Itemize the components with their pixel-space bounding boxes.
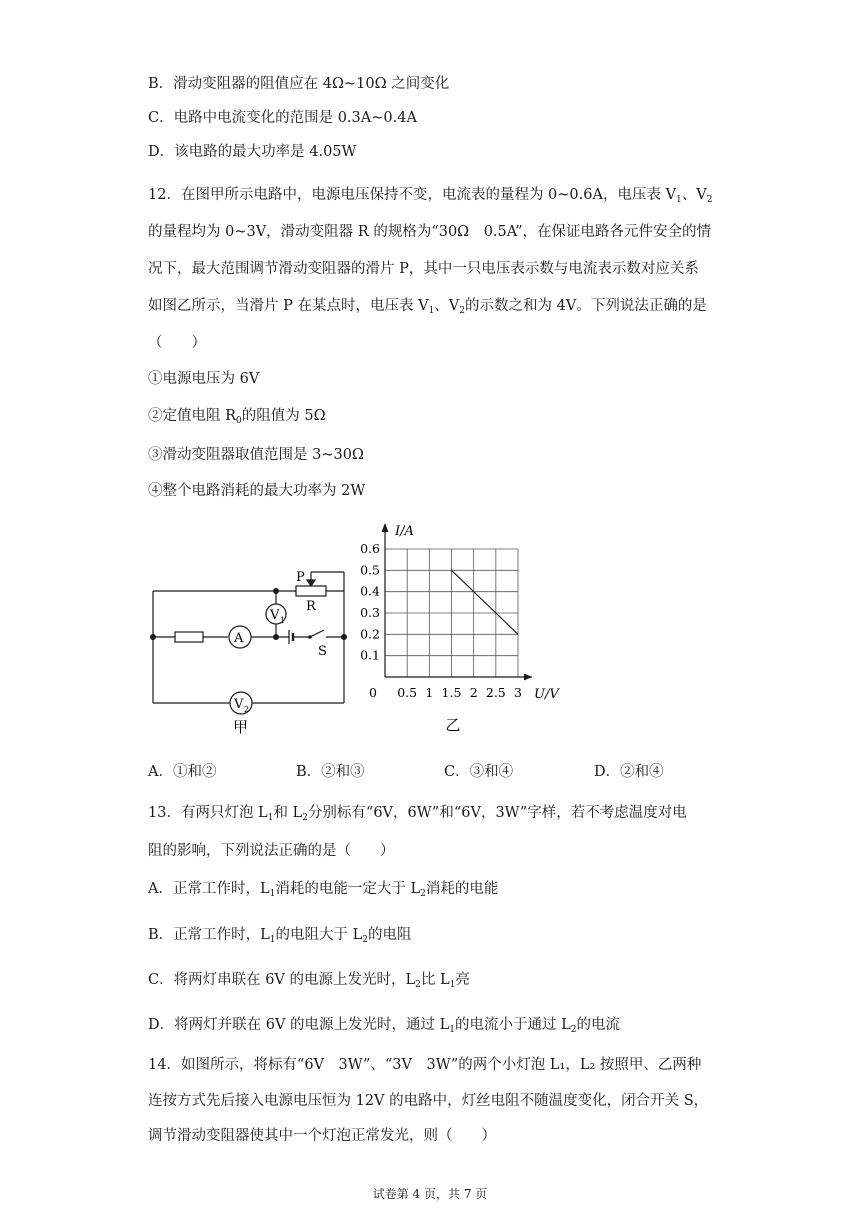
label-r: R [306, 599, 316, 614]
statement-1: ①电源电压为 6V [148, 371, 260, 387]
label-s: S [318, 644, 327, 659]
y-tick-label: 0.5 [360, 562, 380, 578]
q12-option-a[interactable]: A．①和② [148, 764, 217, 780]
q12-line-2: 的量程均为 0~3V，滑动变阻器 R 的规格为“30Ω 0.5A”，在保证电路各元件安全的情 [148, 224, 712, 240]
q12-option-b[interactable]: B．②和③ [296, 764, 365, 780]
label-v2: V [234, 697, 244, 712]
q13-line-2: 阻的影响，下列说法正确的是（ ） [148, 843, 395, 859]
option-d-q11: D．该电路的最大功率是 4.05W [148, 144, 357, 160]
y-tick-label: 0.3 [360, 605, 380, 620]
x-tick-label: 3 [514, 685, 522, 700]
page-footer: 试卷第 4 页，共 7 页 [372, 1187, 488, 1201]
option-b-q11: B．滑动变阻器的阻值应在 4Ω~10Ω 之间变化 [148, 76, 450, 92]
x-tick-label: 2 [469, 685, 478, 700]
x-tick-label: 1 [425, 685, 434, 700]
x-axis-label: U/V [534, 687, 559, 702]
q13-option-b[interactable]: B．正常工作时，$L_1$的电阻大于 $L_2$的电阻 [148, 927, 412, 945]
q12-line-4: 如图乙所示，当滑片 P 在某点时，电压表 $V_1$、$V_2$的示数之和为 4V。下列说法正确的是 [148, 298, 707, 316]
statement-3: ③滑动变阻器取值范围是 3~30Ω [148, 447, 364, 463]
y-axis-arrow-icon [382, 523, 389, 532]
junction-right [341, 634, 347, 640]
q13-line-1: 13．有两只灯泡 $L_1$和 $L_2$分别标有“6V，6W”和“6V，3W”字样，若不考虑温度对电 [148, 805, 687, 823]
statement-4: ④整个电路消耗的最大功率为 2W [148, 483, 366, 499]
q12-answer-paren: （ ） [148, 335, 206, 351]
data-line [452, 570, 519, 634]
label-v2-sub: 2 [244, 705, 250, 714]
x-tick-label: 2.5 [485, 685, 506, 700]
slider-arrow-icon [307, 580, 315, 586]
caption-jia: 甲 [233, 718, 249, 736]
x-tick-label: 1.5 [441, 685, 462, 700]
q14-line-3: 调节滑动变阻器使其中一个灯泡正常发光，则（ ） [148, 1128, 496, 1144]
y-tick-label: 0.1 [360, 647, 380, 663]
y-axis-label: I/A [395, 524, 414, 539]
caption-yi: 乙 [445, 716, 461, 734]
q12-line-1: 12．在图甲所示电路中，电源电压保持不变，电流表的量程为 0~0.6A，电压表 $V_1$、$V_2$ [148, 187, 713, 205]
label-v1: V [270, 608, 280, 623]
resistor-r0 [175, 632, 203, 642]
q12-line-3: 况下，最大范围调节滑动变阻器的滑片 P，其中一只电压表示数与电流表示数对应关系 [148, 261, 699, 277]
q13-option-a[interactable]: A．正常工作时，$L_1$消耗的电能一定大于 $L_2$消耗的电能 [148, 881, 499, 899]
q13-option-d[interactable]: D．将两灯并联在 6V 的电源上发光时，通过 $L_1$的电流小于通过 $L_2$的电流 [148, 1017, 620, 1035]
option-c-q11: C．电路中电流变化的范围是 0.3A~0.4A [148, 110, 417, 126]
label-p: P [296, 570, 305, 585]
label-v1-sub: 1 [280, 616, 286, 625]
switch-blade [310, 630, 324, 637]
junction-left [150, 634, 156, 640]
y-tick-label: 0.4 [360, 583, 380, 599]
resistor-r [296, 586, 326, 596]
q14-line-2: 连按方式先后接入电源电压恒为 12V 的电路中，灯丝电阻不随温度变化，闭合开关 S， [148, 1093, 709, 1109]
iv-graph [355, 515, 559, 745]
label-a: A [234, 631, 244, 646]
junction-top [273, 588, 279, 594]
x-tick-label: 0 [369, 685, 377, 700]
x-axis-arrow-icon [524, 674, 532, 681]
x-tick-label: 0.5 [397, 685, 418, 700]
q13-option-c[interactable]: C．将两灯串联在 6V 的电源上发光时，$L_2$比 $L_1$亮 [148, 972, 470, 990]
y-tick-label: 0.2 [360, 626, 380, 642]
switch-pivot [308, 635, 312, 639]
circuit-diagram [140, 555, 365, 745]
q14-line-1: 14．如图所示，将标有“6V 3W”、“3V 3W”的两个小灯泡 L₁，L₂ 按照甲、乙两种 [148, 1057, 702, 1073]
q12-option-c[interactable]: C．③和④ [444, 764, 514, 780]
q12-option-d[interactable]: D．②和④ [594, 764, 664, 780]
y-tick-label: 0.6 [360, 541, 380, 556]
statement-2: ②定值电阻 $R_0$的阻值为 5Ω [148, 408, 326, 426]
junction-mid [273, 634, 279, 640]
